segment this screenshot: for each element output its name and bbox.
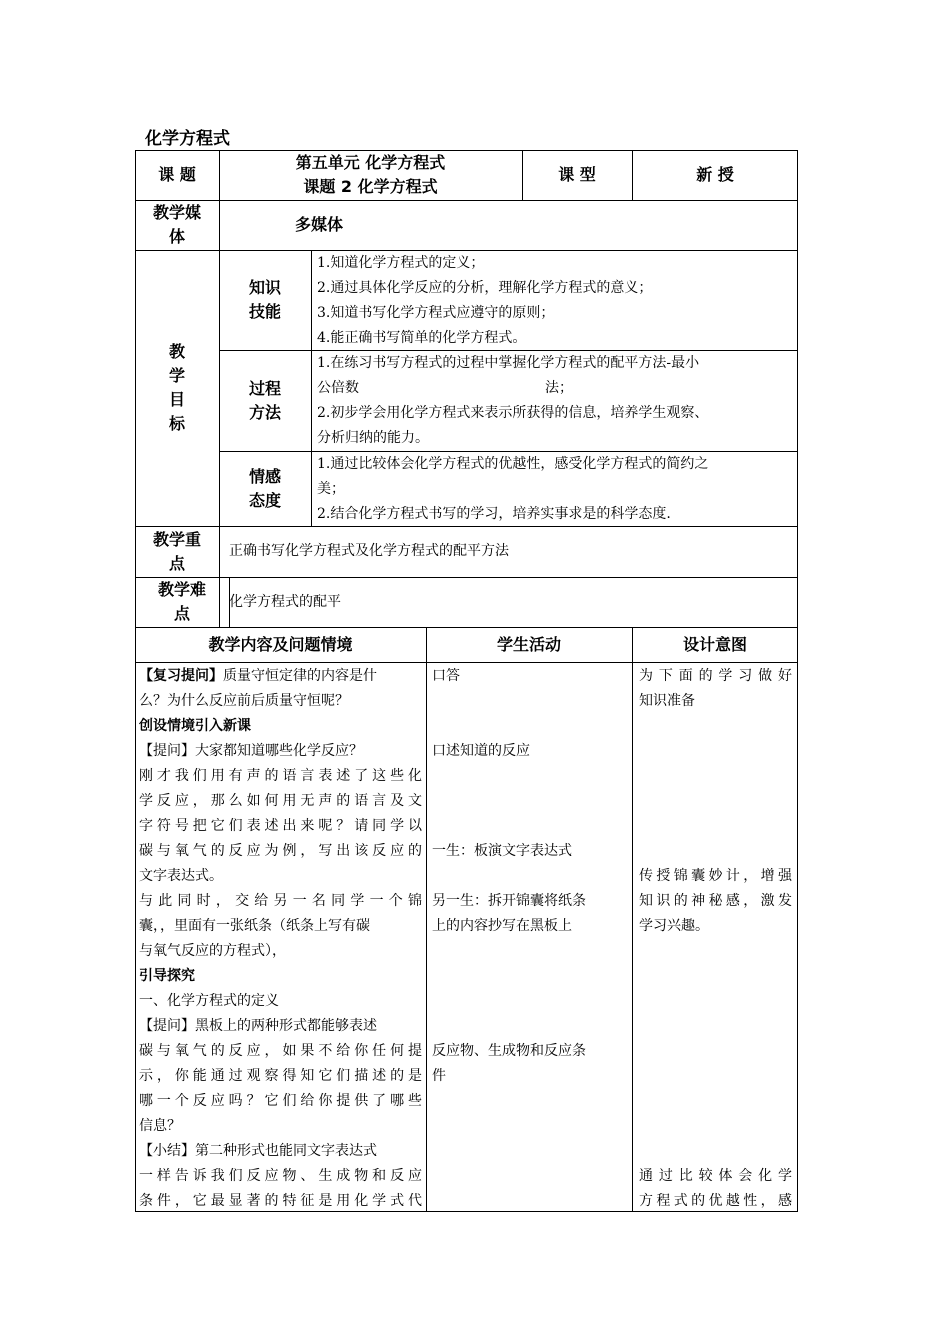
content-line [139, 664, 422, 689]
intent-line: 知识准备 [639, 693, 695, 709]
key-point-label [135, 526, 219, 577]
ask-tag: 【提问】 [139, 1018, 195, 1034]
process-line: 分析归纳的能力。 [317, 430, 429, 446]
content-line: 与此同时，交给另一名同学一个锦 [139, 893, 422, 909]
section-heading: 创设情境引入新课 [139, 718, 251, 734]
content-line: 示，你能通过观察得知它们描述的是 [139, 1068, 422, 1084]
difficulty-label [135, 577, 229, 627]
objectives-label-char: 教 [168, 342, 185, 361]
activity-line: 上的内容抄写在黑板上 [432, 918, 572, 934]
activity-column [432, 664, 628, 1089]
topic-value [219, 150, 522, 200]
column-header-intent: 设计意图 [682, 634, 747, 654]
content-text: 黑板上的两种形式都能够表述 [195, 1018, 377, 1034]
content-line: 字符号把它们表述出来呢？请同学以 [139, 818, 422, 834]
content-line [139, 1139, 422, 1164]
intent-line: 传授锦囊妙计，增强 [639, 868, 792, 884]
table-rule [632, 627, 633, 1212]
content-line: 么？为什么反应前后质量守恒呢？ [139, 693, 349, 709]
knowledge-items [317, 251, 793, 351]
content-line: 囊，，里面有一张纸条（纸条上写有碳 [139, 918, 370, 934]
knowledge-label-line-2: 技能 [248, 302, 281, 321]
activity-line: 口述知道的反应 [432, 743, 530, 759]
topic-line-2: 课题 2 化学方程式 [303, 177, 438, 196]
knowledge-item: 1.知道化学方程式的定义； [317, 255, 485, 271]
media-label [135, 200, 219, 250]
objectives-label-char: 目 [168, 390, 185, 409]
process-label-line-2: 方法 [248, 402, 281, 422]
content-line: 学反应，那么如何用无声的语言及文 [139, 793, 422, 809]
media-label-line-2: 体 [168, 227, 185, 246]
content-line: 【提问】大家都知道哪些化学反应？ [139, 743, 363, 759]
process-line [317, 376, 793, 401]
content-line: 条件，它最显著的特征是用化学式代 [139, 1193, 422, 1209]
objectives-label [135, 250, 219, 526]
content-line: 与氧气反应的方程式）， [139, 943, 286, 959]
table-rule [426, 627, 427, 1212]
activity-line: 另一生：拆开锦囊将纸条 [432, 893, 586, 909]
objectives-label-char: 学 [168, 366, 185, 385]
media-value: 多媒体 [295, 215, 344, 234]
content-line: 信息？ [139, 1118, 181, 1134]
content-line: 文字表达式。 [139, 868, 223, 884]
intent-line: 为下面的学习做好 [639, 668, 792, 684]
activity-line: 一生：板演文字表达式 [432, 843, 572, 859]
attitude-line: 美； [317, 481, 345, 497]
intent-line: 通过比较体会化学 [639, 1168, 792, 1184]
knowledge-label [219, 250, 311, 350]
document-title: 化学方程式 [145, 129, 230, 149]
content-line: 一、化学方程式的定义 [139, 993, 279, 1009]
intent-line: 方程式的优越性，感 [639, 1193, 792, 1209]
key-point-value: 正确书写化学方程式及化学方程式的配平方法 [229, 543, 509, 559]
attitude-label-line-2: 态度 [248, 490, 281, 510]
content-column [139, 664, 422, 1214]
media-label-line-1: 教学媒 [152, 203, 201, 222]
content-line: 哪一个反应吗？它们给你提供了哪些 [139, 1093, 422, 1109]
content-line [139, 1014, 422, 1039]
topic-line-1: 第五单元 化学方程式 [295, 153, 446, 172]
process-line-part: 公倍数 [317, 380, 359, 396]
difficulty-value: 化学方程式的配平 [229, 593, 341, 610]
process-line-part: 法； [545, 380, 573, 396]
section-heading: 引导探究 [139, 968, 195, 984]
content-line: 刚才我们用有声的语言表述了这些化 [139, 768, 422, 784]
process-items [317, 351, 793, 451]
activity-line: 件 [432, 1068, 446, 1084]
knowledge-item: 4.能正确书写简单的化学方程式。 [317, 330, 527, 346]
activity-line: 口答 [432, 668, 460, 684]
objectives-label-char: 标 [168, 414, 185, 433]
intent-line: 学习兴趣。 [639, 918, 709, 934]
content-text: 质量守恒定律的内容是什 [223, 668, 377, 684]
knowledge-item: 2.通过具体化学反应的分析，理解化学方程式的意义； [317, 280, 653, 296]
process-label-line-1: 过程 [248, 378, 281, 398]
content-text: 第二种形式也能同文字表达式 [195, 1143, 377, 1159]
attitude-line: 2.结合化学方程式书写的学习，培养实事求是的科学态度. [317, 506, 671, 522]
attitude-line: 1.通过比较体会化学方程式的优越性，感受化学方程式的简约之 [317, 456, 709, 472]
knowledge-item: 3.知道书写化学方程式应遵守的原则； [317, 305, 555, 321]
process-line: 1.在练习书写方程式的过程中掌握化学方程式的配平方法-最小 [317, 355, 700, 371]
intent-line: 知识的神秘感，激发 [639, 893, 792, 909]
knowledge-label-line-1: 知识 [248, 278, 281, 297]
difficulty-label-line-2: 点 [173, 604, 190, 623]
intent-column [639, 664, 792, 1214]
process-line: 2.初步学会用化学方程式来表示所获得的信息，培养学生观察、 [317, 405, 709, 421]
key-point-label-line-2: 点 [168, 553, 185, 573]
attitude-items [317, 452, 793, 527]
activity-line: 反应物、生成物和反应条 [432, 1043, 586, 1059]
lesson-plan-table [135, 150, 798, 1212]
table-rule [311, 250, 312, 526]
attitude-label [219, 451, 311, 526]
attitude-label-line-1: 情感 [248, 466, 281, 486]
process-label [219, 350, 311, 451]
key-point-label-line-1: 教学重 [152, 529, 201, 549]
review-tag: 【复习提问】 [139, 668, 223, 684]
lesson-type-label: 课 型 [558, 165, 596, 184]
column-header-activity: 学生活动 [496, 634, 561, 654]
lesson-type-value: 新 授 [696, 165, 734, 184]
table-rule [135, 662, 798, 663]
content-line: 碳与氧气的反应为例，写出该反应的 [139, 843, 422, 859]
summary-tag: 【小结】 [139, 1143, 195, 1159]
table-rule [797, 150, 798, 1212]
topic-label: 课 题 [158, 165, 196, 184]
content-line: 一样告诉我们反应物、生成物和反应 [139, 1168, 422, 1184]
difficulty-label-line-1: 教学难 [157, 580, 206, 599]
content-line: 碳与氧气的反应，如果不给你任何提 [139, 1043, 422, 1059]
column-header-content: 教学内容及问题情境 [208, 634, 353, 654]
